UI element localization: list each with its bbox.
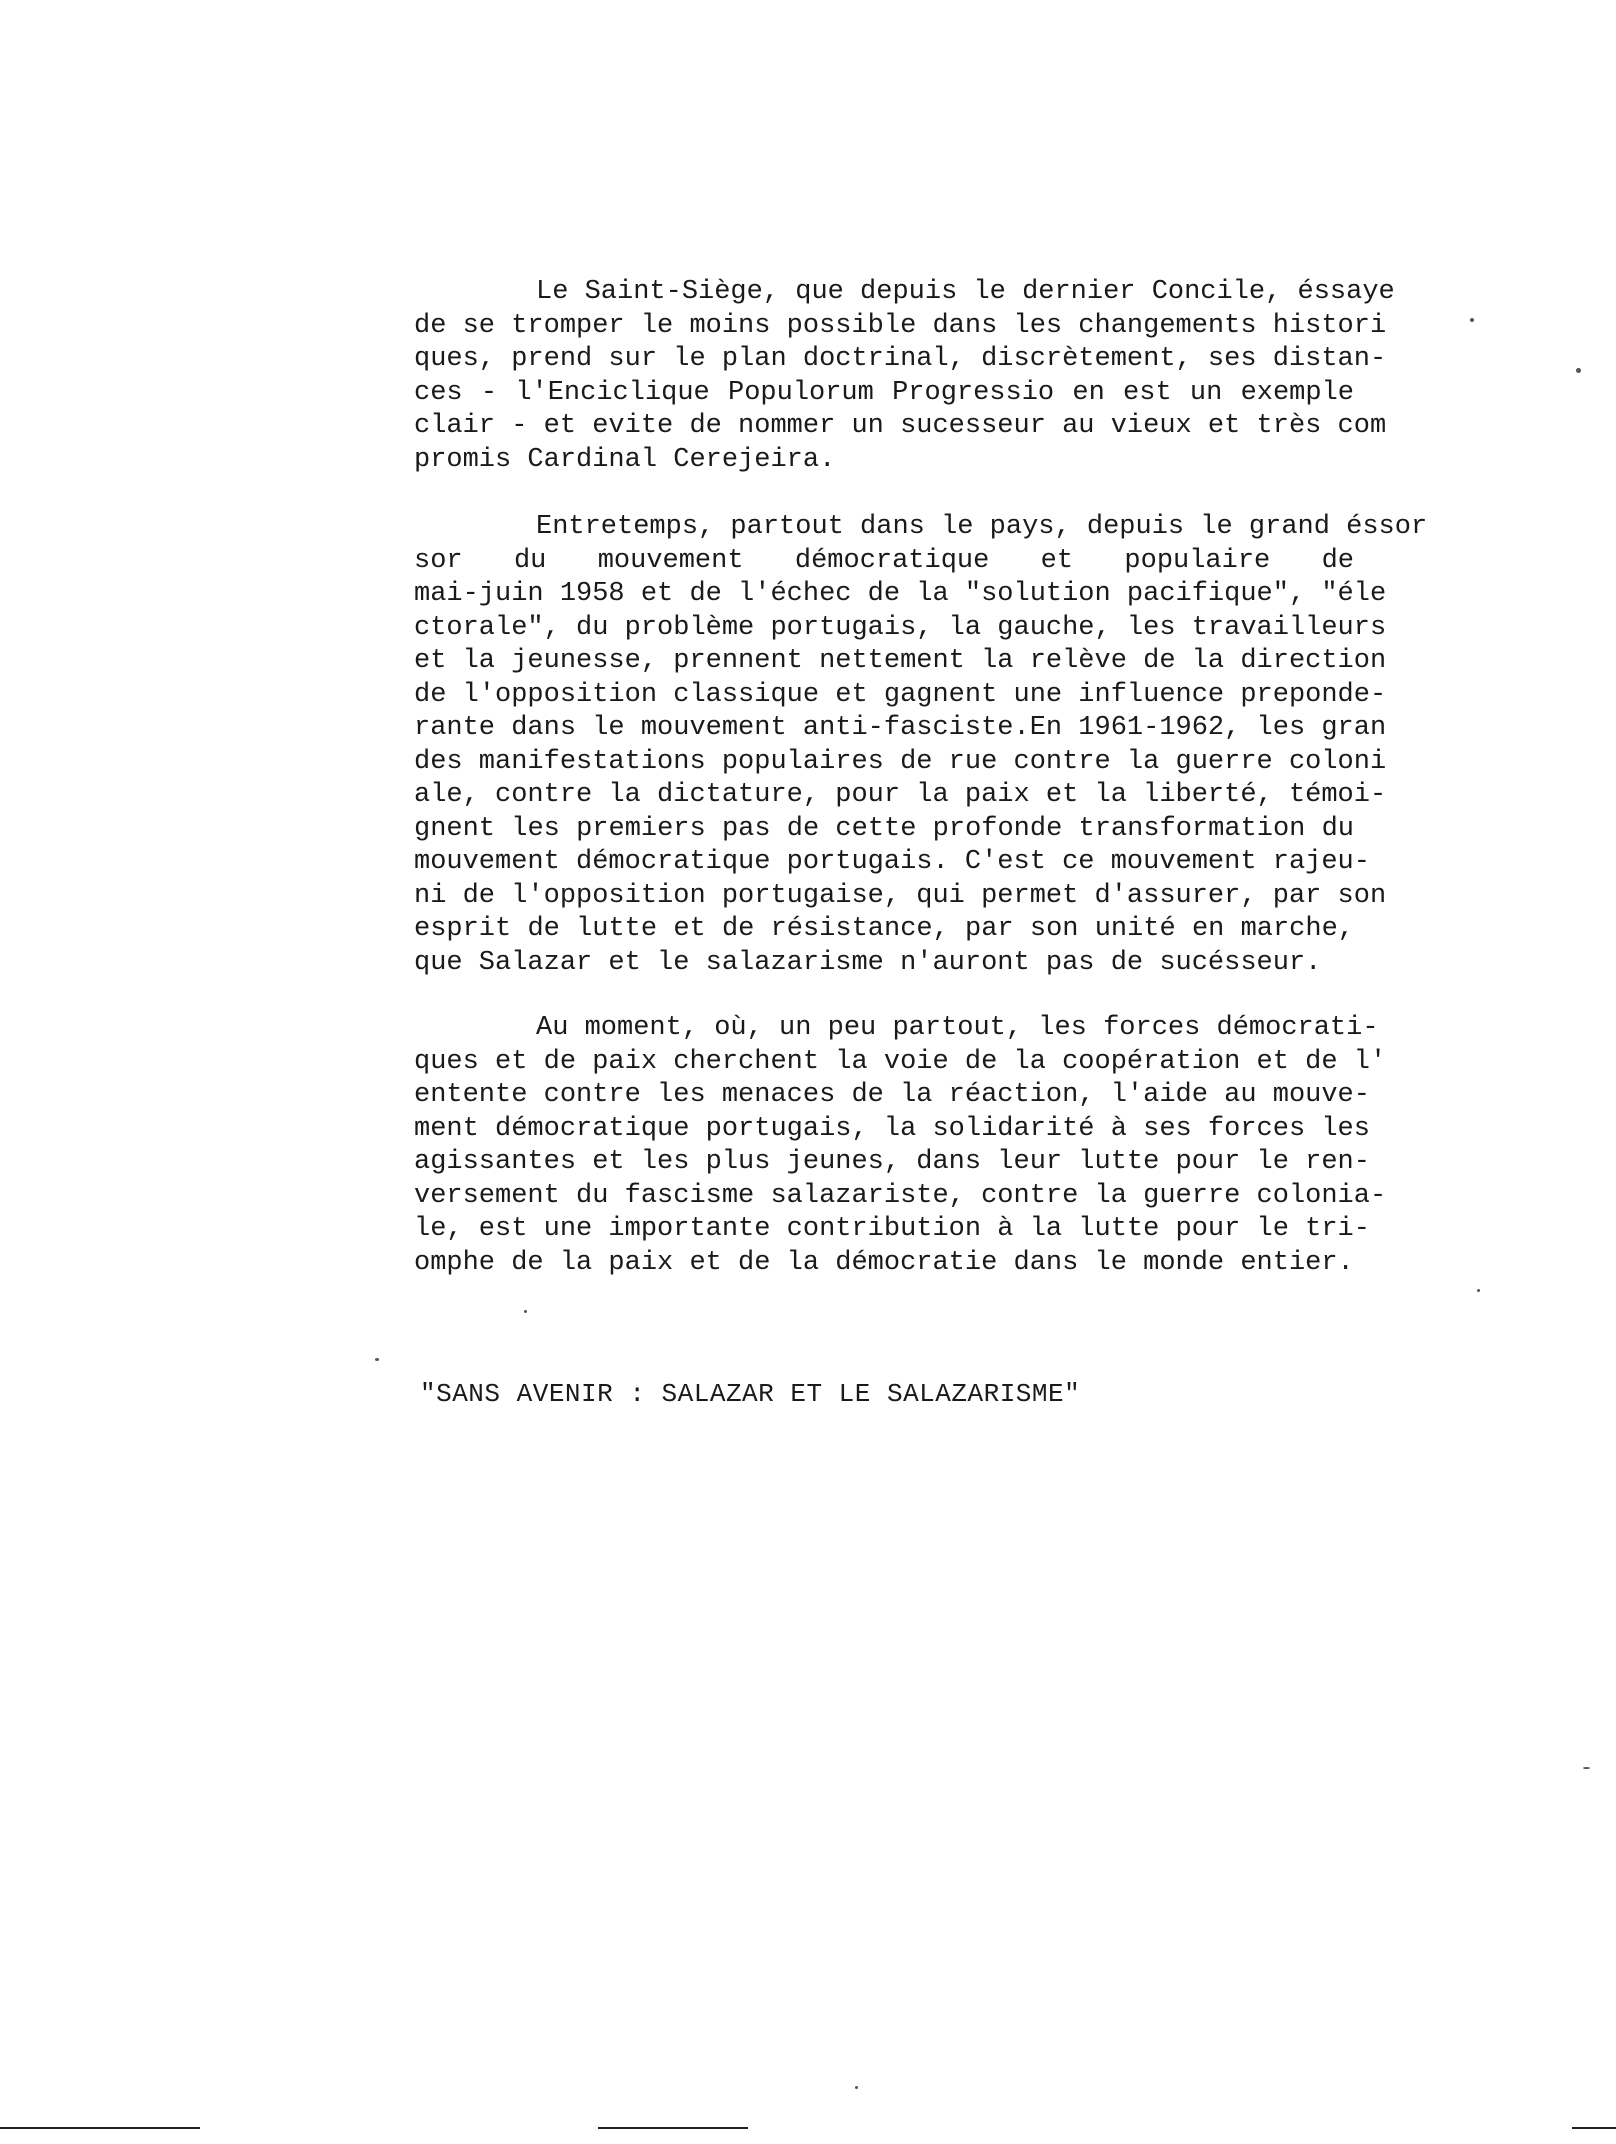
- scan-edge-line: [598, 2127, 748, 2129]
- text-line: esprit de lutte et de résistance, par son unité en marche,: [414, 914, 1354, 944]
- text-line: des manifestations populaires de rue contre la guerre coloni: [414, 746, 1387, 777]
- text-line: ment démocratique portugais, la solidarité à ses forces les: [414, 1113, 1370, 1144]
- text-line: et la jeunesse, prennent nettement la relève de la direction: [414, 646, 1387, 676]
- text-line: entente contre les menaces de la réaction, l'aide au mouve-: [414, 1080, 1370, 1110]
- text-line: ces - l'Enciclique Populorum Progressio en est un exemple: [414, 377, 1354, 408]
- paragraph-2: [414, 511, 1428, 980]
- text-line: agissantes et les plus jeunes, dans leur lutte pour le ren-: [414, 1147, 1370, 1177]
- text-line: ni de l'opposition portugaise, qui permet d'assurer, par son: [414, 880, 1387, 911]
- paragraph-3: [414, 1012, 1387, 1280]
- text-line: de se tromper le moins possible dans les changements histori: [414, 310, 1387, 341]
- text-line: Le Saint-Siège, que depuis le dernier Concile, éssaye: [536, 277, 1395, 307]
- scan-speck: [855, 2086, 858, 2089]
- text-line: Entretemps, partout dans le pays, depuis le grand éssor: [536, 512, 1428, 542]
- scan-edge-line: [0, 2127, 200, 2129]
- text-line: rante dans le mouvement anti-fasciste.En 1961-1962, les gran: [414, 713, 1387, 743]
- text-line: que Salazar et le salazarisme n'auront pas de sucésseur.: [414, 947, 1322, 978]
- text-line: gnent les premiers pas de cette profonde transformation du: [414, 813, 1354, 844]
- text-line: omphe de la paix et de la démocratie dans le monde entier.: [414, 1247, 1354, 1278]
- paragraph-1: [414, 276, 1395, 477]
- scan-speck: [1576, 368, 1581, 373]
- text-line: ques, prend sur le plan doctrinal, discrètement, ses distan-: [414, 344, 1387, 374]
- scan-speck: [375, 1358, 379, 1361]
- document-title: "SANS AVENIR : SALAZAR ET LE SALAZARISME": [420, 1379, 1081, 1409]
- scan-edge-line: [1572, 2127, 1616, 2129]
- text-line: ques et de paix cherchent la voie de la coopération et de l': [414, 1046, 1387, 1077]
- text-line: de l'opposition classique et gagnent une influence preponde-: [414, 679, 1387, 710]
- text-line: ctorale", du problème portugais, la gauche, les travailleurs: [414, 612, 1387, 643]
- text-line: sor du mouvement démocratique et populaire de: [414, 545, 1354, 576]
- text-line: versement du fascisme salazariste, contre la guerre colonia-: [414, 1180, 1387, 1211]
- text-line: clair - et evite de nommer un sucesseur au vieux et très com: [414, 411, 1387, 441]
- text-line: promis Cardinal Cerejeira.: [414, 444, 836, 475]
- text-line: Au moment, où, un peu partout, les forces démocrati-: [536, 1013, 1379, 1043]
- scan-speck: [1477, 1289, 1480, 1292]
- text-line: mouvement démocratique portugais. C'est ce mouvement rajeu-: [414, 847, 1370, 877]
- scan-speck: [1470, 318, 1474, 322]
- scan-speck: [1583, 1767, 1590, 1769]
- scan-speck: [524, 1310, 527, 1313]
- text-line: mai-juin 1958 et de l'échec de la "solution pacifique", "éle: [414, 579, 1387, 609]
- text-line: ale, contre la dictature, pour la paix et la liberté, témoi-: [414, 780, 1387, 810]
- text-line: le, est une importante contribution à la lutte pour le tri-: [414, 1214, 1370, 1244]
